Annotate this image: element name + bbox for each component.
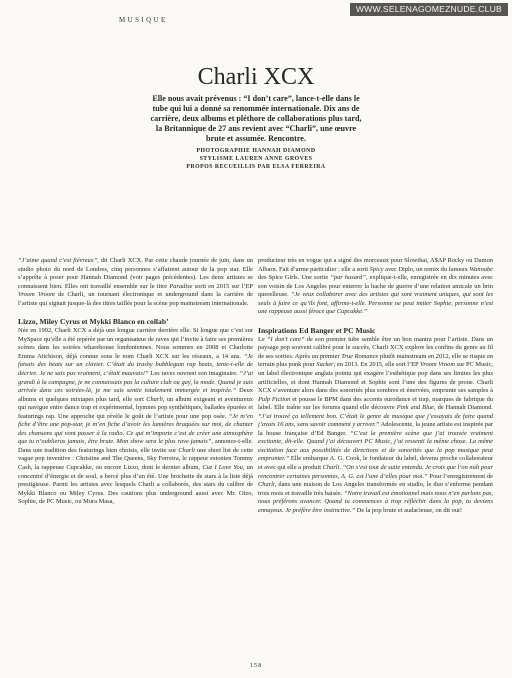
- text-run: Adolescente, la jeune artiste est inspirée par la house française d’Ed Banger.: [258, 421, 493, 437]
- text-run: , explique-t-elle, enregistrée en dix minutes avec son voisin de Los Angeles pour enterrer la hache de guerre d’une relation amicale un brin querelleuse.: [258, 274, 494, 299]
- text-run: .: [339, 464, 343, 472]
- left-column: [18, 257, 253, 507]
- text-run: , dit Charli XCX. Par cette chaude journée de juin, dans un studio photo du nord de Londres, cinq personnes s’affairent autour de la pop star. Elle s’apprête à poser pour Hannah Diamond (voir pages précédentes). Les deux artistes se connaissent bien. Elles ont travaillé ensemble sur le titre: [18, 257, 254, 290]
- intro-paragraph: [18, 257, 253, 308]
- continued-paragraph: [258, 257, 493, 317]
- page-number: 158: [249, 662, 263, 669]
- italic-quote: “C’est la première scène que j’ai trouvée vraiment excitante, dit-elle. Quand j’ai découvert PC Music, j’ai ressenti la même chose. La même excitation face aux possibilités de directions et de sonorités que la pop musique peut emprunter.”: [258, 429, 493, 463]
- credit-interview: PROPOS RECUEILLIS PAR ELSA FERREIRA: [186, 164, 326, 170]
- text-run: , annonce-t-elle. Dans une tradition des featurings bien choisis, elle invite sur: [18, 438, 253, 454]
- text-run: et pousse le BPM dans des accents eurodance et trap, marques de fabrique du label. Elle traîne sur les forums quand elle découvre: [258, 395, 494, 412]
- text-run: De la pop brute et audacieuse, on dit oui!: [355, 506, 462, 514]
- article-title: Charli XCX: [197, 64, 315, 90]
- italic-quote: “I don’t care”: [266, 335, 305, 343]
- text-run: producteur très en vogue qui a signé des morceaux pour Slowthai, A$AP Rocky ou Damon Albarn. Fait d’arme particulier : elle a sorti: [258, 257, 493, 273]
- italic-quote: Spicy: [369, 265, 384, 273]
- italic-quote: “Je faisais des beats sur un clavier. C’était du trashy bubblegum rap beats, tente-t-elle de décrire. Je ne sais pas vraiment, c’était mauvais!”: [18, 352, 253, 378]
- section-heading-collabs: Lizzo, Miley Cyrus et Mykki Blanco en collab’: [18, 317, 169, 327]
- section-label: MUSIQUE: [119, 16, 168, 24]
- section-heading-inspirations: Inspirations Ed Banger et PC Music: [258, 325, 376, 335]
- text-run: , un album exigeant et aventureux qui navigue entre dance trap et expérimental, hymnes pop synthétiques, ballades épurées et featurings rap. Une approche qui révèle le goût de l’artiste pour une pop osée.: [18, 395, 253, 420]
- italic-quote: “J’ai grandi à la campagne, je ne connaissais pas la culture club ou gay, la mode. Quand je suis arrivée dans ces soirées-là, je me suis sentie totalement immergée et inspirée.”: [18, 370, 253, 395]
- body-paragraph-inspirations: [258, 336, 493, 515]
- right-column: [258, 257, 493, 515]
- text-run: de Charli, un tournant électronique et underground dans la carrière de l’artiste qui signait jusque-là des titres taillés pour la scène pop mainstream internationale.: [18, 291, 253, 307]
- text-run: Deux albums et quelques mixtapes plus tard, elle sort: [18, 387, 253, 403]
- italic-quote: Paradise: [169, 282, 193, 290]
- text-run: Pour l’enregistrement de: [427, 472, 493, 480]
- italic-quote: Vroom Vroom: [419, 361, 455, 369]
- text-run: , un concentré d’énergie et de soul, a bercé plus d’un été. Une brochette de stars à la liste déjà prestigieuse. Parmi les artistes avec lesquels Charli a collaborés, des stars du calibre de Mykki Blanco ou Miley Cyrus. Des cautions plus underground aussi avec Mr. Oizo, Sophie, de PC Music, ou Mura Masa,: [18, 464, 253, 506]
- text-run: de son premier tube semble être un bon mantra pour l’artiste. Dans un paysage pop souvent calibré pour le succès, Charli XCX explore les confins du genre au fil de ses sorties. Après un premier: [258, 335, 493, 360]
- text-run: plutôt mainstream en 2012, elle se risque en terrain plus punk pour: [258, 352, 493, 369]
- italic-quote: Cuz I Love You: [202, 464, 243, 472]
- italic-quote: Charli: [178, 446, 195, 454]
- italic-quote: True Romance: [341, 352, 379, 360]
- italic-quote: Charli: [322, 464, 340, 472]
- credit-photo: PHOTOGRAPHIE HANNAH DIAMOND: [196, 148, 316, 154]
- italic-quote: “J’aime quand c’est fiévreux”: [18, 257, 98, 264]
- italic-quote: “J’ai trouvé ça tellement bon. C’était le genre de musique que j’essayais de faire quand j’avais 16 ans, sans savoir comment y arriver.”: [258, 412, 493, 429]
- text-run: avec Diplo, un remix du fameux: [383, 265, 470, 273]
- italic-quote: “Notre travail est émotionnel mais nous n’en parlons pas, nous préférons avancer. Quand tu commences à trop réfléchir dans la pop, tu deviens ennuyeux. Je préfère être instinctive.”: [258, 489, 493, 514]
- body-paragraph-collabs: [18, 327, 253, 506]
- watermark-banner[interactable]: WWW.SELENAGOMEZNUDE.CLUB: [350, 3, 508, 16]
- italic-quote: Wannabe: [469, 265, 493, 273]
- italic-quote: “On s’est tout de suite entendu. Je crois que l’on naît pour rencontrer certaines personnes, A. G. est l’une d’elles pour moi.”: [258, 464, 494, 480]
- italic-quote: Vroom Vroom: [18, 291, 55, 299]
- italic-quote: Pink and Blue: [396, 404, 434, 412]
- article-lede: Elle nous avait prévenus : “I don’t care”, lance-t-elle dans le tube qui lui a donné sa renommée internationale. Dix ans de carrière, deux albums et pléthore de collaborations plus tard, la Britannique de 27 ans revient avec “Charli”, une œuvre brute et assumée. Rencontre.: [150, 94, 362, 143]
- text-run: des Spice Girls. Une sortie: [258, 274, 331, 282]
- italic-quote: Pulp Fiction: [258, 395, 291, 403]
- italic-quote: “Je veux collaborer avec des artistes qui sont vraiment uniques, qui sont les seuls à faire ce qu’ils font, affirme-t-elle. Personne ne peut imiter Sophie, personne n’est une rappeuse aussi féroce que Cupcakke.”: [258, 291, 493, 316]
- text-run: , en 2013. En 2015, elle sort l’EP: [333, 361, 420, 369]
- text-run: sorti en 2015 sur l’EP: [192, 282, 253, 290]
- text-run: , dans une maison de Los Angeles transformée en studio, le duo s’enferme pendant trois mois et travaille très baisée.: [258, 481, 493, 497]
- article-credits: [140, 147, 372, 171]
- italic-quote: Charli: [146, 395, 163, 403]
- text-run: Le: [258, 335, 267, 343]
- text-run: sur PC Music, un label électronique anglais pointu qui exagère l’esthétique pop dans ses limites les plus artificielles, et dont Hannah Diamond et Sophie sont l’une des figures de proue. Charli XCX s’aventure alors dans des sonorités plus sombres et énervées, emprunte ses samples à: [258, 361, 494, 395]
- text-run: Née en 1992, Charli XCX a déjà une longue carrière derrière elle. Si longue que c’est sur MySpace qu’elle a été repérée par un organisateur de raves qui l’invite à faire ses premières scènes dans les soirées wharehouse londoniennes. Nous sommes en 2008 et Charlotte Emma Aitchison, déjà connue sous le nom Charli XCX sur les réseaux, a 14 ans.: [18, 327, 253, 360]
- text-run: Elle embarque A. G. Cook, le fondateur du label, devenu proche collaborateur et avec qui elle a produit: [258, 455, 493, 472]
- italic-quote: Charli: [258, 481, 275, 489]
- text-run: une short list de cette vague pop inventive : Christine and The Queens, Sky Ferreira, le rappeur estonien Tommy Cash, la rappeuse Cupcakke, ou encore Lizzo, dont le dernier album,: [18, 446, 253, 472]
- italic-quote: “Je m’en fiche d’être une pop-star, je m’en fiche d’avoir les lumières braquées sur moi, de chanter des chansons qui vont passer à la radio. Ce qui m’importe c’est de créer une atmosphère que tu n’oublieras jamais, être brute. Mon show sera le plus rave jamais”: [18, 412, 253, 446]
- italic-quote: Sucker: [316, 361, 334, 369]
- text-run: , de Hannah Diamond.: [433, 404, 493, 412]
- credit-styling: STYLISME LAUREN ANNE GROVES: [199, 156, 313, 162]
- text-run: Les raves ouvrent son imaginaire.: [148, 370, 240, 378]
- italic-quote: “par hasard”: [330, 274, 366, 282]
